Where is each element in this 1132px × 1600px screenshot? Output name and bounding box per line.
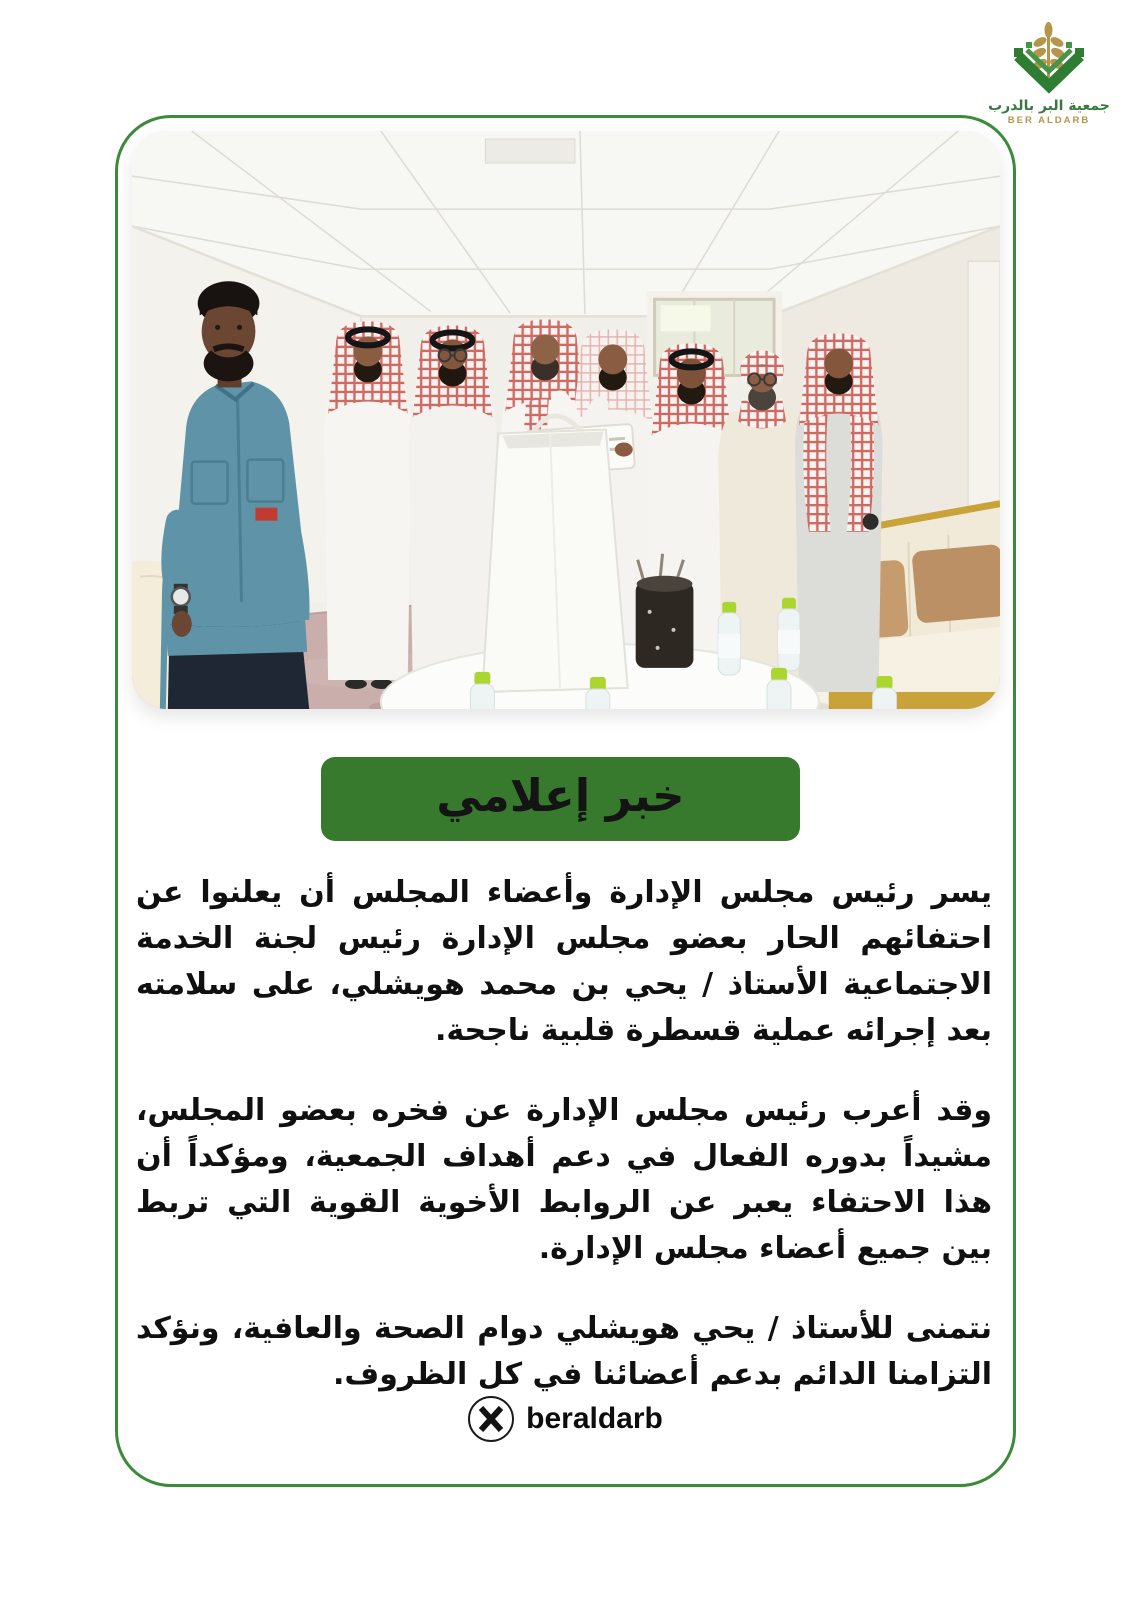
social-footer bbox=[118, 1396, 1013, 1442]
paragraph-2: وقد أعرب رئيس مجلس الإدارة عن فخره بعضو المجلس، مشيداً بدوره الفعال في دعم أهداف الجمعية، ومؤكداً أن هذا الاحتفاء يعبر عن الروابط الأخوية القوية التي تربط بين جميع أعضاء مجلس الإدارة. bbox=[136, 1093, 992, 1266]
news-card bbox=[115, 115, 1016, 1487]
x-glyph-icon bbox=[478, 1406, 504, 1432]
wheat-emblem-icon bbox=[1006, 20, 1092, 96]
social-handle: beraldarb bbox=[526, 1402, 663, 1435]
logo-arabic-name: جمعية البر بالدرب bbox=[988, 98, 1110, 114]
logo-english-name: BER ALDARB bbox=[1007, 115, 1091, 126]
x-twitter-icon bbox=[468, 1396, 514, 1442]
group-photo-illustration bbox=[132, 131, 1000, 709]
paragraph-3: نتمنى للأستاذ / يحي هويشلي دوام الصحة والعافية، ونؤكد التزامنا الدائم بدعم أعضائنا في كل الظروف. bbox=[136, 1311, 992, 1392]
article-body bbox=[136, 870, 992, 1432]
news-type-banner bbox=[321, 757, 800, 841]
group-photo bbox=[132, 131, 1000, 709]
org-logo bbox=[988, 20, 1110, 126]
paragraph-1: يسر رئيس مجلس الإدارة وأعضاء المجلس أن يعلنوا عن احتفائهم الحار بعضو مجلس الإدارة رئيس لجنة الخدمة الاجتماعية الأستاذ / يحي بن محمد هويشلي، على سلامته بعد إجرائه عملية قسطرة قلبية ناجحة. bbox=[136, 875, 992, 1048]
banner-title: خبر إعلامي bbox=[436, 768, 685, 822]
